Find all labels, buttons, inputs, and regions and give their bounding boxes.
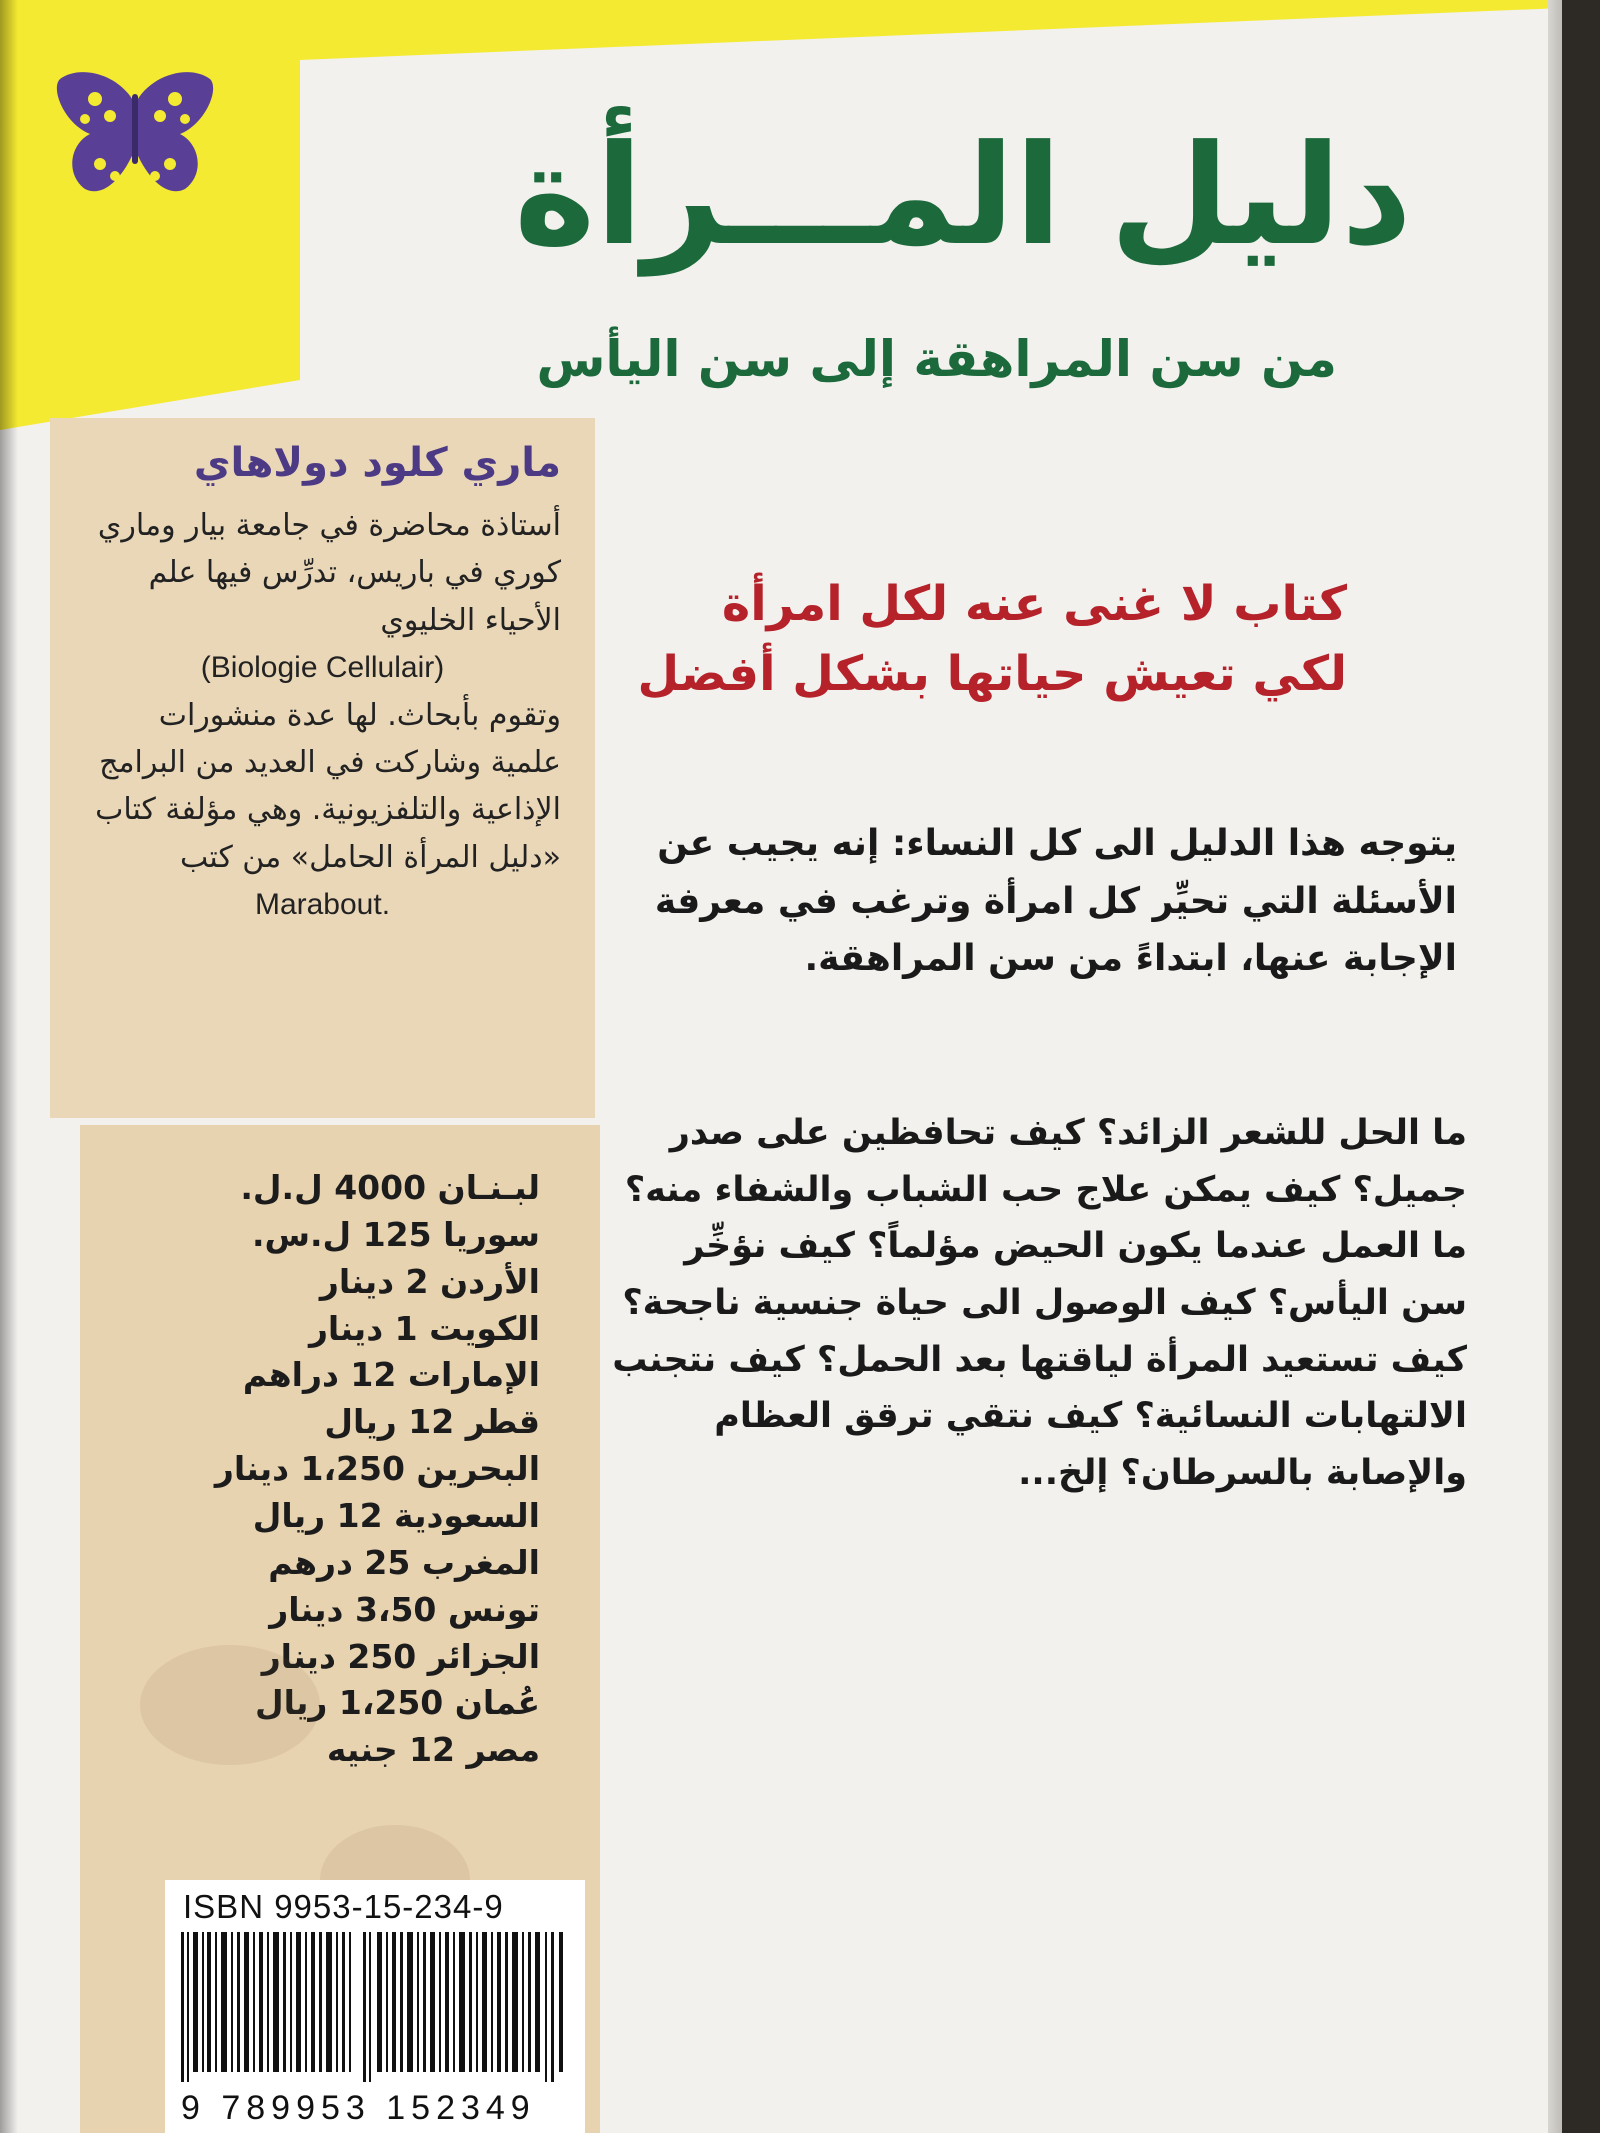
barcode-icon (177, 1932, 573, 2082)
butterfly-icon (50, 64, 220, 204)
price-row: الكويت 1 دينار (308, 1308, 540, 1348)
price-row: الجزائر 250 دينار (261, 1636, 540, 1676)
author-bio-part-2: وتقوم بأبحاث. لها عدة منشورات علمية وشاركت في العديد من البرامج الإذاعية والتلفزيونية. وهي مؤلفة كتاب «دليل المرأة الحامل» من كتب (95, 697, 561, 875)
tagline (547, 570, 1347, 709)
intro-paragraph: يتوجه هذا الدليل الى كل النساء: إنه يجيب عن الأسئلة التي تحيِّر كل امرأة وترغب في معرفة الإجابة عنها، ابتداءً من سن المراهقة. (654, 823, 1457, 980)
price-row: تونس 3،50 دينار (269, 1589, 540, 1629)
price-row: قطر 12 ريال (324, 1402, 540, 1442)
barcode-panel (165, 1880, 585, 2133)
author-bio-part-1: أستاذة محاضرة في جامعة بيار وماري كوري في باريس، تدرِّس فيها علم الأحياء الخليوي (97, 508, 561, 638)
price-row: السعودية 12 ريال (252, 1496, 540, 1536)
author-bio (84, 502, 561, 929)
price-row: البحرين 1،250 دينار (214, 1449, 540, 1489)
questions-paragraph: ما الحل للشعر الزائد؟ كيف تحافظين على صدر جميل؟ كيف يمكن علاج حب الشباب والشفاء منه؟ ما العمل عندما يكون الحيض مؤلماً؟ كيف نؤخِّر سن اليأس؟ كيف الوصول الى حياة جنسية ناجحة؟ كيف تستعيد المرأة لياقتها بعد الحمل؟ كيف نتجنب الالتهابات النسائية؟ كيف نتقي ترقق العظام والإصابة بالسرطان؟ إلخ... (612, 1113, 1467, 1494)
author-panel (50, 418, 595, 1118)
price-row: لبـنـان 4000 ل.ل. (240, 1168, 540, 1207)
book-title: دليل المـــرأة (514, 115, 1412, 276)
author-bio-latin: (Biologie Cellulair) (200, 651, 445, 685)
author-name: ماري كلود دولاهاي (193, 440, 561, 486)
price-row: مصر 12 جنيه (326, 1730, 540, 1770)
price-row: عُمان 1،250 ريال (254, 1683, 540, 1723)
tagline-line-2: لكي تعيش حياتها بشكل أفضل (637, 645, 1347, 702)
stain-mark (140, 1645, 320, 1765)
price-row: الأردن 2 دينار (319, 1261, 540, 1301)
page-edge (1548, 0, 1562, 2133)
cover-edge-shadow (0, 0, 18, 2133)
price-row: سوريا 125 ل.س. (251, 1214, 540, 1254)
isbn-label: ISBN 9953-15-234-9 (183, 1888, 504, 1925)
publisher-name: Marabout. (254, 888, 391, 922)
price-row: الإمارات 12 دراهم (242, 1355, 540, 1395)
price-row: المغرب 25 درهم (268, 1542, 540, 1582)
barcode-digits: 9 789953 152349 (181, 2089, 536, 2127)
tagline-line-1: كتاب لا غنى عنه لكل امرأة (721, 576, 1347, 632)
book-subtitle: من سن المراهقة إلى سن اليأس (536, 330, 1337, 388)
